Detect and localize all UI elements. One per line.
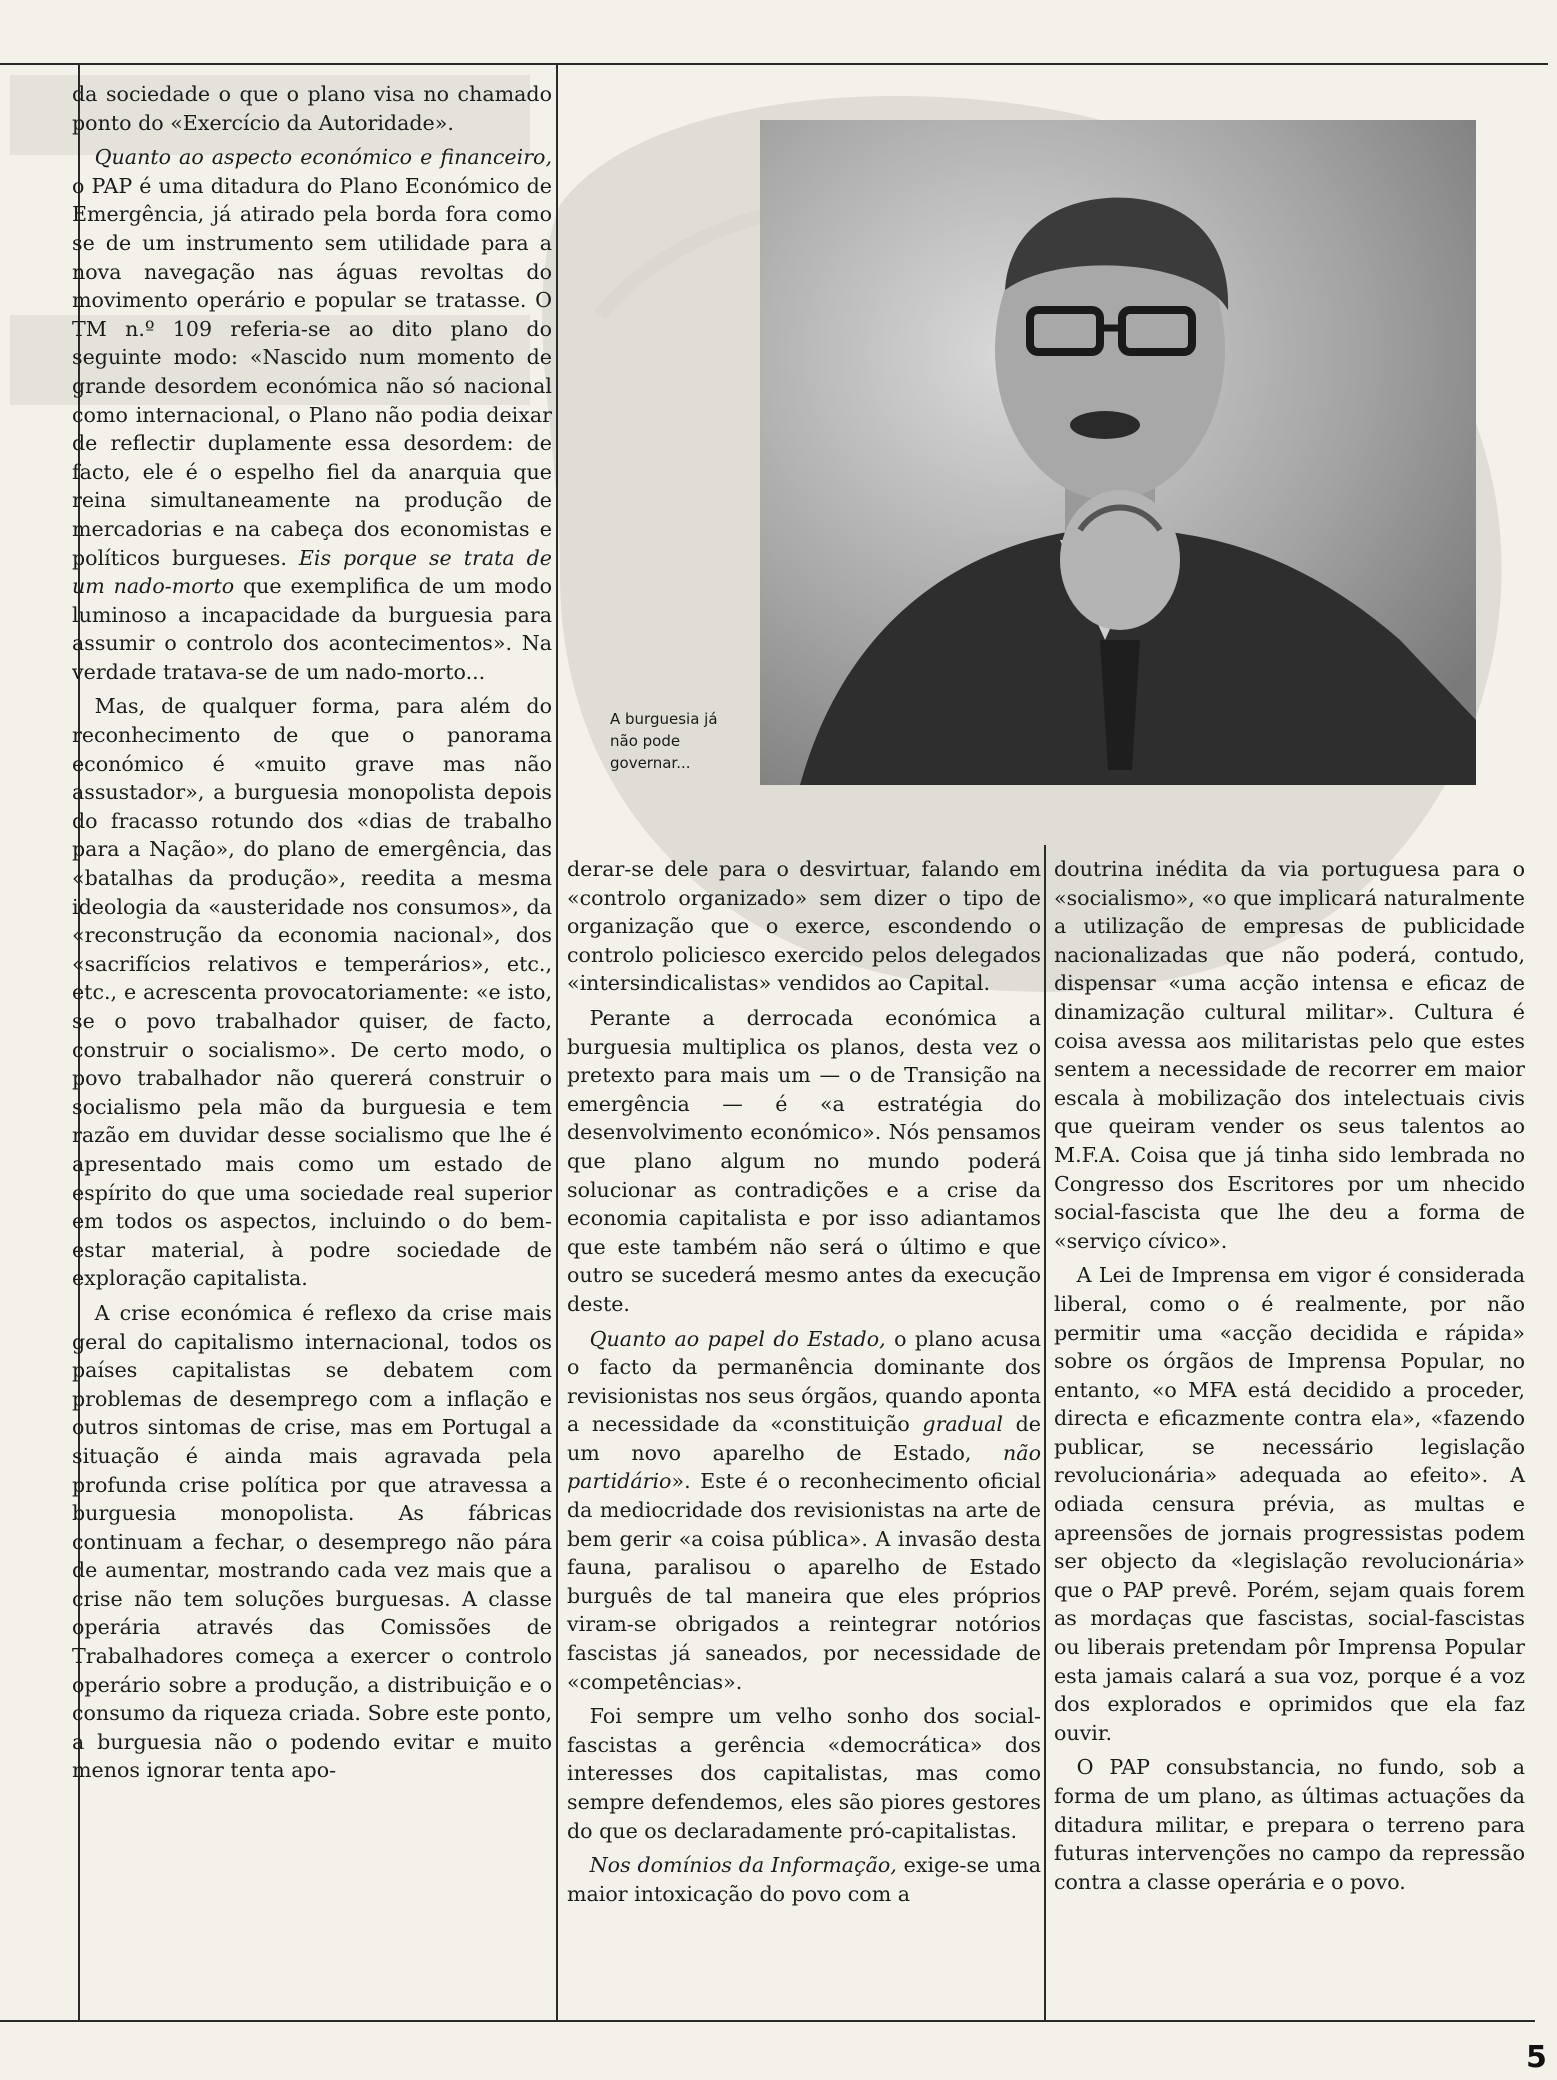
column-divider-right	[1044, 845, 1046, 2020]
column-left	[72, 80, 552, 1785]
italic-phrase: não partidário	[567, 1440, 1041, 1494]
paragraph	[72, 143, 552, 686]
italic-phrase: Quanto ao aspecto económico e financeiro,	[94, 145, 552, 170]
italic-phrase: Eis porque se trata de um nado-morto	[72, 545, 552, 599]
paragraph: doutrina inédita da via portuguesa para o «socialismo», «o que implicará naturalmente a utilização de empresas de publicidade nacionalizadas que não poderá, contudo, dispensar «uma acção intensa e eficaz de dinamização cultural militar». Cultura é coisa avessa aos militaristas pelo que estes sentem a necessidade de recorrer em maior escala à mobilização dos intelectuais civis que queiram vender os seus talentos ao M.F.A. Coisa que já tinha sido lembrada no Congresso dos Escritores por um nhecido social-fascista que lhe deu a forma de «serviço cívico».	[1054, 857, 1525, 1253]
paragraph	[567, 1851, 1041, 1908]
column-right	[1054, 855, 1525, 1896]
italic-phrase: Nos domínios da Informação,	[589, 1853, 897, 1878]
paragraph: derar-se dele para o desvirtuar, falando em «controlo organizado» sem dizer o tipo de organização que o exerce, escondendo o controlo policiesco exercido pelos delegados «intersindicalistas» vendidos ao Capital.	[567, 857, 1041, 996]
column-center	[567, 855, 1041, 1908]
column-divider-center	[556, 64, 558, 2020]
paragraph: A crise económica é reflexo da crise mais geral do capitalismo internacional, todos os países capitalistas se debatem com problemas de desemprego com a inflação e outros sintomas de crise, mas em Portugal a situação é ainda mais agravada pela profunda crise política por que atravessa a burguesia monopolista. As fábricas continuam a fechar, o desemprego não pára de aumentar, mostrando cada vez mais que a crise não tem soluções burguesas. A classe operária através das Comissões de Trabalhadores começa a exercer o controlo operário sobre a produção, a distribuição e o consumo da riqueza criada. Sobre este ponto, a burguesia não o podendo evitar e muito menos ignorar tenta apo-	[72, 1300, 552, 1783]
text-span: de um novo aparelho de Estado,	[567, 1412, 1041, 1465]
photo	[760, 120, 1476, 785]
text-span: que exemplifica de um modo luminoso a incapacidade da burguesia para assumir o controlo dos acontecimentos». Na verdade tratava-se de um nado-morto...	[72, 574, 553, 684]
bottom-rule	[0, 2020, 1535, 2022]
page-number: 5	[1526, 2040, 1547, 2075]
text-span: ». Este é o reconhecimento oficial da mediocridade dos revisionistas na arte de bem gerir «a coisa pública». A invasão desta fauna, paralisou o aparelho de Estado burguês de tal maneira que eles próprios viram-se obrigados a reintegrar notórios fascistas já saneados, por necessidade de «competências».	[567, 1469, 1041, 1694]
paragraph: O PAP consubstancia, no fundo, sob a forma de um plano, as últimas actuações da ditadura militar, e prepara o terreno para futuras intervenções no campo da repressão contra a classe operária e o povo.	[1054, 1755, 1525, 1894]
paragraph: Mas, de qualquer forma, para além do reconhecimento de que o panorama económico é «muito grave mas não assustador», a burguesia monopolista depois do fracasso rotundo dos «dias de trabalho para a Nação», do plano de emergência, das «batalhas da produção», reedita a mesma ideologia da «austeridade nos consumos», da «reconstrução da economia nacional», dos «sacrifícios relativos e temperários», etc., etc., e acrescenta provocatoriamente: «e isto, se o povo trabalhador quiser, de facto, construir o socialismo». De certo modo, o povo trabalhador não quererá construir o socialismo pela mão da burguesia e tem razão em duvidar desse socialismo que lhe é apresentado mais como um estado de espírito do que uma sociedade real superior em todos os aspectos, incluindo o do bem-estar material, à podre sociedade de exploração capitalista.	[72, 694, 552, 1291]
text-span: o PAP é uma ditadura do Plano Económico de Emergência, já atirado pela borda fora como se de um instrumento sem utilidade para a nova navegação nas águas revoltas do movimento operário e popular se tratasse. O TM n.º 109 referia-se ao dito plano do seguinte modo: «Nascido num momento de grande desordem económica não só nacional como internacional, o Plano não podia deixar de reflectir duplamente essa desordem: de facto, ele é o espelho fiel da anarquia que reina simultaneamente na produção de mercadorias e na cabeça dos economistas e políticos burgueses.	[72, 173, 552, 570]
paragraph: Foi sempre um velho sonho dos social-fascistas a gerência «democrática» dos interesses dos capitalistas, mas como sempre defendemos, eles são piores gestores do que os declaradamente pró-capitalistas.	[567, 1704, 1041, 1843]
paragraph	[567, 1325, 1041, 1697]
italic-phrase: Quanto ao papel do Estado,	[589, 1326, 886, 1351]
text-span: exige-se uma maior intoxicação do povo com a	[567, 1853, 1041, 1906]
text-span: o plano acusa o facto da permanência dominante dos revisionistas nos seus órgãos, quando aponta a necessidade da «constituição	[567, 1326, 1041, 1437]
top-rule	[0, 63, 1548, 65]
paragraph: A Lei de Imprensa em vigor é considerada liberal, como o é realmente, por não permitir uma «acção decidida e rápida» sobre os órgãos de Imprensa Popular, no entanto, «o MFA está decidido a proceder, directa e eficazmente contra ela», «fazendo publicar, se necessário legislação revolucionária» adequada ao efeito». A odiada censura prévia, as multas e apreensões de jornais progressistas podem ser objecto da «legislação revolucionária» que o PAP prevê. Porém, sejam quais forem as mordaças que fascistas, social-fascistas ou liberais pretendam pôr Imprensa Popular esta jamais calará a sua voz, porque é a voz dos explorados e oprimidos que ela faz ouvir.	[1054, 1263, 1525, 1745]
portrait-image	[760, 120, 1476, 785]
paragraph: Perante a derrocada económica a burguesia multiplica os planos, desta vez o pretexto para mais um — o de Transição na emergência — é «a estratégia do desenvolvimento económico». Nós pensamos que plano algum no mundo poderá solucionar as contradições e a crise da economia capitalista e por isso adiantamos que este também não será o último e que outro se sucederá mesmo antes da execução deste.	[567, 1005, 1041, 1316]
paragraph: da sociedade o que o plano visa no chamado ponto do «Exercício da Autoridade».	[72, 82, 552, 135]
photo-caption: A burguesia já não pode governar...	[610, 710, 718, 772]
italic-phrase: gradual	[922, 1412, 1004, 1437]
